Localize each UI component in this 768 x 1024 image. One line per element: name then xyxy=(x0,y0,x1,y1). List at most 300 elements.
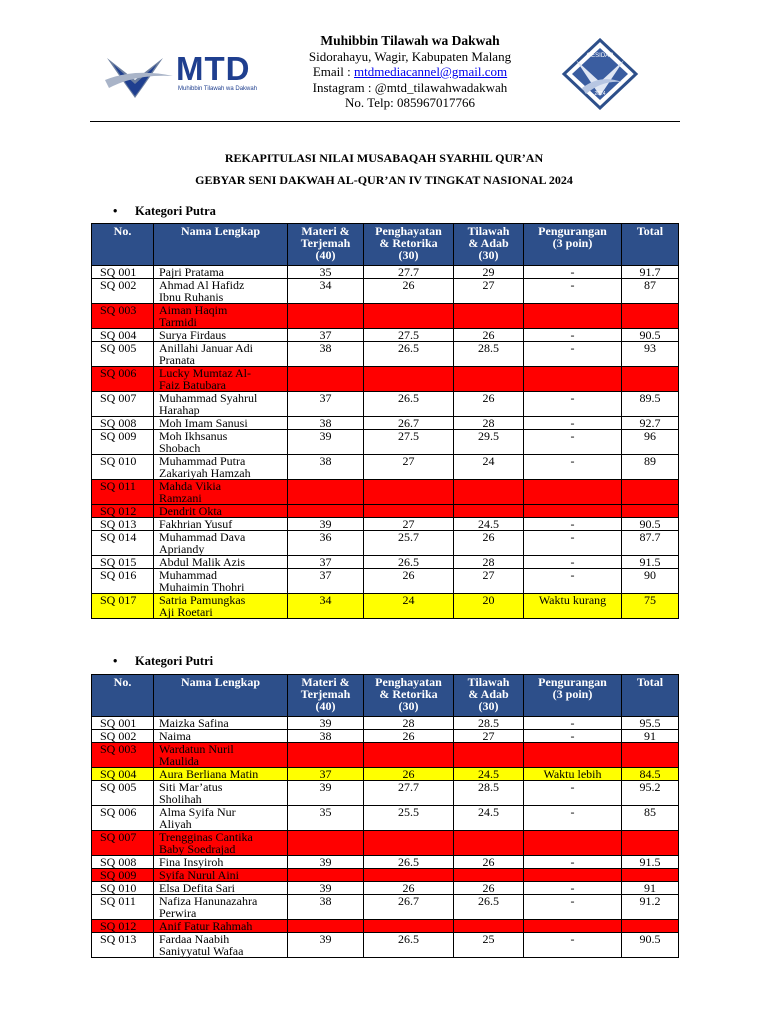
cell-penghayatan: 27.5 xyxy=(364,329,454,342)
participant-name-line: Saniyyatul Wafaa xyxy=(159,944,244,958)
cell-total: 90.5 xyxy=(622,518,679,531)
cell-total: 96 xyxy=(622,430,679,455)
cell-name xyxy=(154,856,288,869)
cell-pengurangan: Waktu lebih xyxy=(524,768,622,781)
cell-pengurangan: - xyxy=(524,518,622,531)
gesidar-emblem-icon xyxy=(560,38,640,110)
cell-no: SQ 009 xyxy=(92,869,154,882)
table-row xyxy=(92,895,679,920)
cell-pengurangan: - xyxy=(524,806,622,831)
cell-tilawah: 24 xyxy=(454,455,524,480)
cell-pengurangan: - xyxy=(524,895,622,920)
cell-no: SQ 012 xyxy=(92,920,154,933)
cell-no: SQ 003 xyxy=(92,743,154,768)
cell-pengurangan xyxy=(524,304,622,329)
cell-tilawah xyxy=(454,304,524,329)
cell-tilawah: 28 xyxy=(454,556,524,569)
cell-no: SQ 001 xyxy=(92,266,154,279)
cell-materi xyxy=(288,743,364,768)
cell-penghayatan xyxy=(364,920,454,933)
cell-name xyxy=(154,329,288,342)
cell-penghayatan: 25.5 xyxy=(364,806,454,831)
cell-name xyxy=(154,920,288,933)
cell-total xyxy=(622,869,679,882)
participant-name-line: Satria Pamungkas xyxy=(159,593,246,607)
cell-materi: 37 xyxy=(288,329,364,342)
cell-materi xyxy=(288,480,364,505)
participant-name-line: Naima xyxy=(159,729,191,743)
cell-tilawah xyxy=(454,869,524,882)
header-pengurangan-line: Pengurangan xyxy=(538,224,607,238)
cell-penghayatan xyxy=(364,480,454,505)
cell-materi xyxy=(288,920,364,933)
cell-pengurangan: - xyxy=(524,933,622,958)
cell-total: 92.7 xyxy=(622,417,679,430)
table-row xyxy=(92,392,679,417)
cell-no: SQ 015 xyxy=(92,556,154,569)
cell-materi xyxy=(288,367,364,392)
cell-tilawah xyxy=(454,505,524,518)
table-row xyxy=(92,856,679,869)
cell-penghayatan: 27.7 xyxy=(364,266,454,279)
cell-total xyxy=(622,831,679,856)
cell-penghayatan: 26.5 xyxy=(364,856,454,869)
cell-no: SQ 004 xyxy=(92,329,154,342)
cell-no: SQ 009 xyxy=(92,430,154,455)
participant-name-line: Anillahi Januar Adi xyxy=(159,341,253,355)
cell-no: SQ 006 xyxy=(92,367,154,392)
cell-name xyxy=(154,480,288,505)
cell-name xyxy=(154,266,288,279)
bullet-icon: • xyxy=(113,204,118,218)
cell-total: 91 xyxy=(622,730,679,743)
cell-total: 91.5 xyxy=(622,856,679,869)
table-row xyxy=(92,266,679,279)
participant-name-line: Elsa Defita Sari xyxy=(159,881,235,895)
category-heading-putra xyxy=(113,204,216,219)
table-row xyxy=(92,518,679,531)
cell-name xyxy=(154,518,288,531)
cell-materi: 38 xyxy=(288,895,364,920)
cell-penghayatan: 26 xyxy=(364,569,454,594)
cell-no: SQ 002 xyxy=(92,279,154,304)
category-label: Kategori Putra xyxy=(135,204,216,218)
cell-pengurangan: - xyxy=(524,882,622,895)
cell-tilawah: 26 xyxy=(454,329,524,342)
cell-no: SQ 004 xyxy=(92,768,154,781)
cell-materi: 39 xyxy=(288,518,364,531)
cell-total xyxy=(622,367,679,392)
cell-name xyxy=(154,430,288,455)
cell-materi: 39 xyxy=(288,430,364,455)
cell-pengurangan: - xyxy=(524,781,622,806)
participant-name-line: Surya Firdaus xyxy=(159,328,226,342)
participant-name-line: Maulida xyxy=(159,754,199,768)
table-row xyxy=(92,279,679,304)
cell-no: SQ 005 xyxy=(92,781,154,806)
cell-total: 87 xyxy=(622,279,679,304)
header-total: Total xyxy=(622,224,679,266)
email-line xyxy=(280,64,540,80)
cell-total: 89 xyxy=(622,455,679,480)
participant-name-line: Moh Ikhsanus xyxy=(159,429,228,443)
header-materi-line: Terjemah xyxy=(300,687,351,701)
bullet-icon: • xyxy=(113,654,118,668)
header-materi-line: Terjemah xyxy=(300,236,351,250)
cell-tilawah: 24.5 xyxy=(454,768,524,781)
cell-materi: 39 xyxy=(288,856,364,869)
table-row xyxy=(92,342,679,367)
cell-penghayatan xyxy=(364,505,454,518)
logo-text: MTD xyxy=(176,50,251,87)
cell-name xyxy=(154,933,288,958)
header-tilawah-line: Tilawah xyxy=(467,675,510,689)
cell-pengurangan: - xyxy=(524,417,622,430)
cell-materi xyxy=(288,505,364,518)
cell-pengurangan: - xyxy=(524,392,622,417)
participant-name-line: Muhammad Putra xyxy=(159,454,246,468)
cell-tilawah: 26 xyxy=(454,531,524,556)
cell-penghayatan: 27.7 xyxy=(364,781,454,806)
header-penghayatan xyxy=(364,675,454,717)
header-total: Total xyxy=(622,675,679,717)
cell-pengurangan: - xyxy=(524,730,622,743)
cell-no: SQ 010 xyxy=(92,882,154,895)
participant-name-line: Trengginas Cantika xyxy=(159,830,253,844)
cell-pengurangan: - xyxy=(524,455,622,480)
cell-tilawah: 28.5 xyxy=(454,342,524,367)
table-row xyxy=(92,531,679,556)
cell-penghayatan: 26.7 xyxy=(364,417,454,430)
cell-name xyxy=(154,417,288,430)
cell-materi: 35 xyxy=(288,266,364,279)
cell-no: SQ 011 xyxy=(92,895,154,920)
cell-no: SQ 013 xyxy=(92,933,154,958)
table-row xyxy=(92,730,679,743)
table-row xyxy=(92,768,679,781)
cell-pengurangan: - xyxy=(524,569,622,594)
cell-no: SQ 012 xyxy=(92,505,154,518)
cell-name xyxy=(154,455,288,480)
cell-name xyxy=(154,556,288,569)
cell-pengurangan: - xyxy=(524,531,622,556)
header-penghayatan-line: Penghayatan xyxy=(375,224,442,238)
document-title: REKAPITULASI NILAI MUSABAQAH SYARHIL QUR’AN xyxy=(224,151,544,165)
cell-tilawah: 29.5 xyxy=(454,430,524,455)
cell-name xyxy=(154,392,288,417)
cell-pengurangan xyxy=(524,367,622,392)
header-materi-line: (40) xyxy=(315,699,336,713)
header-penghayatan-line: (30) xyxy=(398,248,419,262)
cell-tilawah: 26 xyxy=(454,392,524,417)
cell-name xyxy=(154,505,288,518)
cell-no: SQ 014 xyxy=(92,531,154,556)
cell-total: 85 xyxy=(622,806,679,831)
cell-no: SQ 011 xyxy=(92,480,154,505)
cell-tilawah: 26.5 xyxy=(454,895,524,920)
cell-name xyxy=(154,895,288,920)
cell-materi: 34 xyxy=(288,279,364,304)
cell-tilawah xyxy=(454,367,524,392)
participant-name-line: Muhammad Dava xyxy=(159,530,246,544)
table-row xyxy=(92,329,679,342)
cell-pengurangan xyxy=(524,743,622,768)
cell-total: 95.5 xyxy=(622,717,679,730)
cell-pengurangan: - xyxy=(524,266,622,279)
cell-penghayatan: 27 xyxy=(364,455,454,480)
header-no: No. xyxy=(92,675,154,717)
header-tilawah-line: (30) xyxy=(478,699,499,713)
header-pengurangan-line: (3 poin) xyxy=(552,687,593,701)
cell-name xyxy=(154,367,288,392)
cell-materi: 37 xyxy=(288,569,364,594)
cell-penghayatan xyxy=(364,831,454,856)
participant-name-line: Pranata xyxy=(159,353,195,367)
cell-penghayatan xyxy=(364,367,454,392)
cell-tilawah xyxy=(454,743,524,768)
cell-no: SQ 013 xyxy=(92,518,154,531)
header-materi xyxy=(288,224,364,266)
cell-no: SQ 003 xyxy=(92,304,154,329)
participant-name-line: Moh Imam Sanusi xyxy=(159,416,248,430)
table-row xyxy=(92,882,679,895)
cell-tilawah: 27 xyxy=(454,730,524,743)
participant-name-line: Muhammad Syahrul xyxy=(159,391,258,405)
participant-name-line: Dendrit Okta xyxy=(159,504,222,518)
participant-name-line: Pajri Pratama xyxy=(159,265,224,279)
participant-name-line: Wardatun Nuril xyxy=(159,742,234,756)
table-row xyxy=(92,831,679,856)
cell-total: 91.2 xyxy=(622,895,679,920)
cell-tilawah: 28.5 xyxy=(454,781,524,806)
cell-penghayatan: 26.5 xyxy=(364,392,454,417)
cell-total: 90 xyxy=(622,569,679,594)
header-pengurangan-line: (3 poin) xyxy=(552,236,593,250)
cell-pengurangan: - xyxy=(524,279,622,304)
cell-materi: 37 xyxy=(288,556,364,569)
cell-materi: 38 xyxy=(288,455,364,480)
table-row xyxy=(92,505,679,518)
cell-total: 87.7 xyxy=(622,531,679,556)
cell-penghayatan: 24 xyxy=(364,594,454,619)
participant-name-line: Sholihah xyxy=(159,792,202,806)
table-header-row xyxy=(92,675,679,717)
cell-pengurangan xyxy=(524,480,622,505)
cell-materi: 39 xyxy=(288,933,364,958)
table-row xyxy=(92,781,679,806)
emblem-year: 2024 xyxy=(594,91,606,97)
header-name: Nama Lengkap xyxy=(154,675,288,717)
cell-total: 91.5 xyxy=(622,556,679,569)
table-row xyxy=(92,594,679,619)
cell-pengurangan: - xyxy=(524,430,622,455)
cell-pengurangan: - xyxy=(524,329,622,342)
table-row xyxy=(92,556,679,569)
instagram: Instagram : @mtd_tilawahwadakwah xyxy=(312,79,508,95)
cell-tilawah: 27 xyxy=(454,279,524,304)
cell-total: 93 xyxy=(622,342,679,367)
cell-penghayatan: 25.7 xyxy=(364,531,454,556)
cell-tilawah: 29 xyxy=(454,266,524,279)
cell-materi: 39 xyxy=(288,882,364,895)
table-row xyxy=(92,455,679,480)
header-penghayatan-line: & Retorika xyxy=(379,236,438,250)
category-label: Kategori Putri xyxy=(135,654,214,668)
participant-name-line: Tarmidi xyxy=(159,315,197,329)
table-row xyxy=(92,869,679,882)
header-penghayatan xyxy=(364,224,454,266)
cell-total: 89.5 xyxy=(622,392,679,417)
cell-tilawah: 26 xyxy=(454,856,524,869)
participant-name-line: Zakariyah Hamzah xyxy=(159,466,251,480)
cell-tilawah xyxy=(454,831,524,856)
cell-total: 95.2 xyxy=(622,781,679,806)
header-pengurangan-line: Pengurangan xyxy=(538,675,607,689)
cell-penghayatan: 26 xyxy=(364,279,454,304)
category-heading-putri xyxy=(113,654,213,669)
cell-name xyxy=(154,882,288,895)
table-row xyxy=(92,806,679,831)
cell-penghayatan: 26.5 xyxy=(364,556,454,569)
cell-penghayatan: 27 xyxy=(364,518,454,531)
table-row xyxy=(92,920,679,933)
cell-no: SQ 016 xyxy=(92,569,154,594)
participant-name-line: Fina Insyiroh xyxy=(159,855,224,869)
participant-name-line: Siti Mar’atus xyxy=(159,780,223,794)
cell-penghayatan xyxy=(364,869,454,882)
header-penghayatan-line: & Retorika xyxy=(379,687,438,701)
cell-no: SQ 007 xyxy=(92,392,154,417)
cell-no: SQ 005 xyxy=(92,342,154,367)
cell-penghayatan: 26 xyxy=(364,730,454,743)
cell-name xyxy=(154,730,288,743)
header-materi xyxy=(288,675,364,717)
cell-pengurangan xyxy=(524,831,622,856)
table-row xyxy=(92,480,679,505)
participant-name-line: Faiz Batubara xyxy=(159,378,226,392)
header-penghayatan-line: (30) xyxy=(398,699,419,713)
cell-total xyxy=(622,480,679,505)
header-tilawah-line: Tilawah xyxy=(467,224,510,238)
cell-materi: 38 xyxy=(288,417,364,430)
cell-name xyxy=(154,869,288,882)
document-subtitle: GEBYAR SENI DAKWAH AL-QUR’AN IV TINGKAT NASIONAL 2024 xyxy=(195,173,573,187)
cell-no: SQ 006 xyxy=(92,806,154,831)
table-row xyxy=(92,304,679,329)
participant-name-line: Ibnu Ruhanis xyxy=(159,290,224,304)
cell-tilawah: 28.5 xyxy=(454,717,524,730)
cell-total: 91 xyxy=(622,882,679,895)
participant-name-line: Apriandy xyxy=(159,542,205,556)
cell-pengurangan: Waktu kurang xyxy=(524,594,622,619)
cell-no: SQ 002 xyxy=(92,730,154,743)
header-divider xyxy=(90,121,680,122)
score-table-putra xyxy=(91,223,679,619)
address: Sidorahayu, Wagir, Kabupaten Malang xyxy=(308,48,512,64)
cell-total: 90.5 xyxy=(622,933,679,958)
cell-materi: 34 xyxy=(288,594,364,619)
participant-name-line: Nafiza Hanunazahra xyxy=(159,894,258,908)
email-label: Email : xyxy=(312,64,355,79)
cell-penghayatan xyxy=(364,304,454,329)
table-row xyxy=(92,367,679,392)
header-tilawah xyxy=(454,224,524,266)
participant-name-line: Muhammad xyxy=(159,568,217,582)
cell-penghayatan: 26 xyxy=(364,882,454,895)
cell-name xyxy=(154,531,288,556)
cell-pengurangan: - xyxy=(524,342,622,367)
header-tilawah-line: & Adab xyxy=(468,236,509,250)
cell-name xyxy=(154,304,288,329)
header-materi-line: Materi & xyxy=(301,675,350,689)
cell-penghayatan: 26.5 xyxy=(364,933,454,958)
participant-name-line: Fakhrian Yusuf xyxy=(159,517,233,531)
cell-total xyxy=(622,920,679,933)
cell-penghayatan: 26.5 xyxy=(364,342,454,367)
emblem-title: GESIDAR xyxy=(586,53,614,59)
cell-name xyxy=(154,569,288,594)
header-no: No. xyxy=(92,224,154,266)
participant-name-line: Aliyah xyxy=(159,817,192,831)
cell-tilawah xyxy=(454,480,524,505)
participant-name-line: Shobach xyxy=(159,441,201,455)
cell-no: SQ 007 xyxy=(92,831,154,856)
participant-name-line: Lucky Mumtaz Al- xyxy=(159,366,251,380)
cell-pengurangan: - xyxy=(524,556,622,569)
participant-name-line: Ahmad Al Hafidz xyxy=(159,278,245,292)
cell-pengurangan xyxy=(524,920,622,933)
cell-tilawah: 24.5 xyxy=(454,806,524,831)
cell-total: 91.7 xyxy=(622,266,679,279)
cell-pengurangan: - xyxy=(524,856,622,869)
cell-name xyxy=(154,717,288,730)
cell-materi: 37 xyxy=(288,392,364,417)
cell-no: SQ 008 xyxy=(92,856,154,869)
header-materi-line: (40) xyxy=(315,248,336,262)
table-row xyxy=(92,430,679,455)
email-link[interactable]: mtdmediacannel@gmail.com xyxy=(354,64,508,79)
cell-materi: 39 xyxy=(288,781,364,806)
letterhead xyxy=(0,0,768,125)
cell-materi: 35 xyxy=(288,806,364,831)
header-tilawah xyxy=(454,675,524,717)
cell-name xyxy=(154,342,288,367)
cell-total xyxy=(622,304,679,329)
cell-pengurangan xyxy=(524,869,622,882)
cell-materi: 38 xyxy=(288,730,364,743)
cell-materi xyxy=(288,304,364,329)
participant-name-line: Baby Soedrajad xyxy=(159,842,236,856)
cell-materi: 36 xyxy=(288,531,364,556)
table-row xyxy=(92,717,679,730)
participant-name-line: Harahap xyxy=(159,403,200,417)
participant-name-line: Mahda Vikia xyxy=(159,479,222,493)
cell-name xyxy=(154,743,288,768)
header-pengurangan xyxy=(524,675,622,717)
participant-name-line: Aura Berliana Matin xyxy=(159,767,259,781)
cell-tilawah: 24.5 xyxy=(454,518,524,531)
cell-no: SQ 017 xyxy=(92,594,154,619)
cell-tilawah xyxy=(454,920,524,933)
table-row xyxy=(92,569,679,594)
cell-materi: 37 xyxy=(288,768,364,781)
participant-name-line: Perwira xyxy=(159,906,197,920)
cell-tilawah: 25 xyxy=(454,933,524,958)
cell-name xyxy=(154,806,288,831)
table-row xyxy=(92,743,679,768)
logo-subtitle: Muhibbin Tilawah wa Dakwah xyxy=(178,86,258,92)
participant-name-line: Aji Roetari xyxy=(159,605,213,619)
